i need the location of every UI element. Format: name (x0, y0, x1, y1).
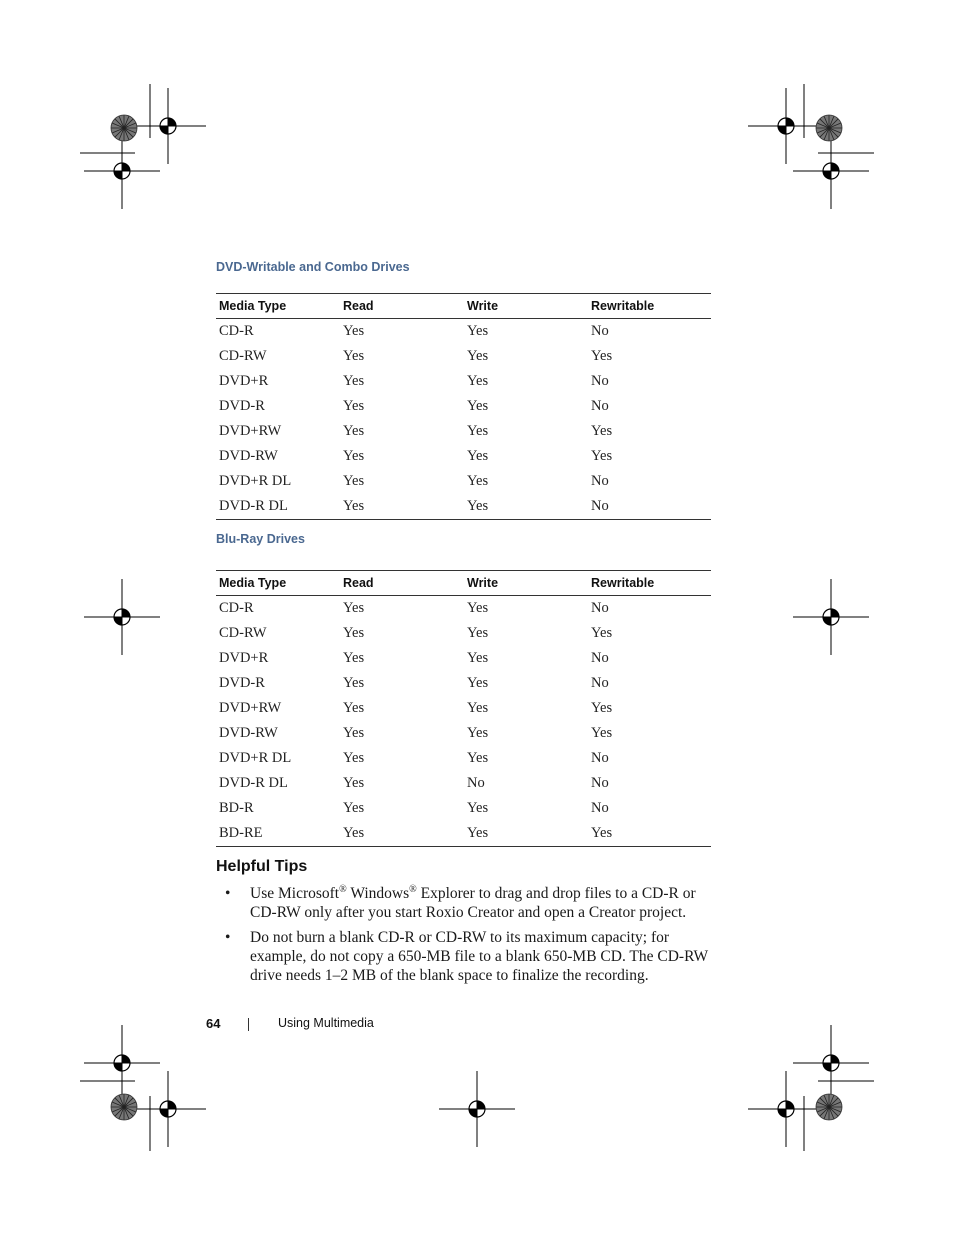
cell-write: Yes (467, 650, 489, 666)
table-row (216, 394, 711, 419)
cell-media-type: CD-R (219, 323, 254, 339)
table-row (216, 646, 711, 671)
list-item (216, 884, 716, 922)
cell-media-type: BD-R (219, 800, 254, 816)
table-row (216, 821, 711, 847)
list-item (216, 928, 716, 985)
table-row (216, 494, 711, 520)
bullet-icon: • (225, 929, 231, 946)
cell-read: Yes (343, 473, 365, 489)
cell-read: Yes (343, 448, 365, 464)
column-header-media-type: Media Type (216, 294, 340, 319)
cell-rewritable: Yes (591, 825, 613, 841)
cell-rewritable: No (591, 398, 609, 414)
cell-write: Yes (467, 625, 489, 641)
cell-media-type: DVD-R (219, 398, 265, 414)
cell-rewritable: Yes (591, 348, 613, 364)
cell-read: Yes (343, 373, 365, 389)
table-header-row (216, 294, 711, 319)
cell-write: Yes (467, 825, 489, 841)
cell-write: Yes (467, 725, 489, 741)
cell-read: Yes (343, 675, 365, 691)
cell-media-type: DVD+R DL (219, 750, 292, 766)
column-header-read: Read (340, 294, 464, 319)
cell-write: Yes (467, 323, 489, 339)
tip-text-part: Explorer to drag and drop files to a CD-R or CD-RW only after you start Roxio Creator and open a Creator project. (250, 885, 696, 921)
cell-read: Yes (343, 700, 365, 716)
cell-rewritable: No (591, 800, 609, 816)
cell-write: Yes (467, 448, 489, 464)
cell-rewritable: No (591, 650, 609, 666)
cell-media-type: DVD-RW (219, 725, 278, 741)
cell-write: Yes (467, 600, 489, 616)
table-row (216, 344, 711, 369)
registered-mark: ® (409, 883, 417, 895)
cell-media-type: DVD-R (219, 675, 265, 691)
table-body (216, 596, 711, 847)
cell-write: Yes (467, 373, 489, 389)
cell-rewritable: No (591, 750, 609, 766)
cell-media-type: DVD+R (219, 650, 269, 666)
cell-read: Yes (343, 600, 365, 616)
column-header-rewritable: Rewritable (588, 571, 711, 596)
cell-media-type: DVD-RW (219, 448, 278, 464)
cell-media-type: CD-RW (219, 348, 267, 364)
cell-media-type: BD-RE (219, 825, 263, 841)
tip-text-part: Use Microsoft (250, 885, 340, 902)
cell-media-type: DVD-R DL (219, 498, 288, 514)
cell-rewritable: Yes (591, 625, 613, 641)
table-row (216, 721, 711, 746)
cell-media-type: CD-R (219, 600, 254, 616)
table-row (216, 796, 711, 821)
dvd-section-title: DVD-Writable and Combo Drives (216, 260, 410, 274)
table-row (216, 369, 711, 394)
table-row (216, 319, 711, 345)
cell-read: Yes (343, 498, 365, 514)
column-header-write: Write (464, 571, 588, 596)
table-row (216, 746, 711, 771)
cell-rewritable: No (591, 775, 609, 791)
cell-write: Yes (467, 675, 489, 691)
cell-rewritable: No (591, 675, 609, 691)
column-header-read: Read (340, 571, 464, 596)
column-header-write: Write (464, 294, 588, 319)
cell-rewritable: No (591, 473, 609, 489)
bluray-section-title: Blu-Ray Drives (216, 532, 305, 546)
cell-read: Yes (343, 398, 365, 414)
cell-read: Yes (343, 650, 365, 666)
table-row (216, 621, 711, 646)
cell-media-type: DVD+R (219, 373, 269, 389)
tip-text: Do not burn a blank CD-R or CD-RW to its maximum capacity; for example, do not copy a 650-MB file to a blank 650-MB CD. The CD-RW drive needs 1–2 MB of the blank space to finalize the recording. (250, 929, 708, 984)
dvd-drives-table (216, 293, 711, 520)
registered-mark: ® (339, 883, 347, 895)
cell-rewritable: Yes (591, 700, 613, 716)
cell-read: Yes (343, 725, 365, 741)
table-row (216, 771, 711, 796)
page-number: 64 (206, 1016, 221, 1031)
table-row (216, 671, 711, 696)
cell-read: Yes (343, 423, 365, 439)
tip-text-part: Windows (346, 885, 410, 902)
cell-rewritable: No (591, 323, 609, 339)
cell-media-type: DVD+RW (219, 423, 282, 439)
table-body (216, 319, 711, 520)
cell-read: Yes (343, 625, 365, 641)
cell-rewritable: No (591, 600, 609, 616)
cell-rewritable: Yes (591, 423, 613, 439)
cell-write: No (467, 775, 485, 791)
cell-write: Yes (467, 800, 489, 816)
table-row (216, 419, 711, 444)
table-row (216, 469, 711, 494)
cell-rewritable: Yes (591, 725, 613, 741)
bluray-drives-table (216, 570, 711, 847)
cell-write: Yes (467, 348, 489, 364)
bullet-icon: • (225, 885, 231, 902)
table-row (216, 444, 711, 469)
cell-write: Yes (467, 473, 489, 489)
cell-write: Yes (467, 423, 489, 439)
cell-read: Yes (343, 800, 365, 816)
tip-text (250, 885, 696, 921)
cell-write: Yes (467, 700, 489, 716)
cell-read: Yes (343, 825, 365, 841)
cell-rewritable: No (591, 498, 609, 514)
cell-read: Yes (343, 348, 365, 364)
cell-read: Yes (343, 323, 365, 339)
cell-write: Yes (467, 498, 489, 514)
cell-rewritable: No (591, 373, 609, 389)
table-header-row (216, 571, 711, 596)
helpful-tips-heading: Helpful Tips (216, 858, 308, 875)
running-title: Using Multimedia (278, 1016, 374, 1030)
cell-media-type: CD-RW (219, 625, 267, 641)
column-header-rewritable: Rewritable (588, 294, 711, 319)
tips-list (216, 884, 716, 991)
cell-write: Yes (467, 398, 489, 414)
table-row (216, 696, 711, 721)
cell-read: Yes (343, 750, 365, 766)
cell-read: Yes (343, 775, 365, 791)
cell-media-type: DVD+R DL (219, 473, 292, 489)
cell-write: Yes (467, 750, 489, 766)
table-row (216, 596, 711, 622)
cell-media-type: DVD-R DL (219, 775, 288, 791)
cell-media-type: DVD+RW (219, 700, 282, 716)
footer-divider (248, 1018, 249, 1031)
cell-rewritable: Yes (591, 448, 613, 464)
column-header-media-type: Media Type (216, 571, 340, 596)
